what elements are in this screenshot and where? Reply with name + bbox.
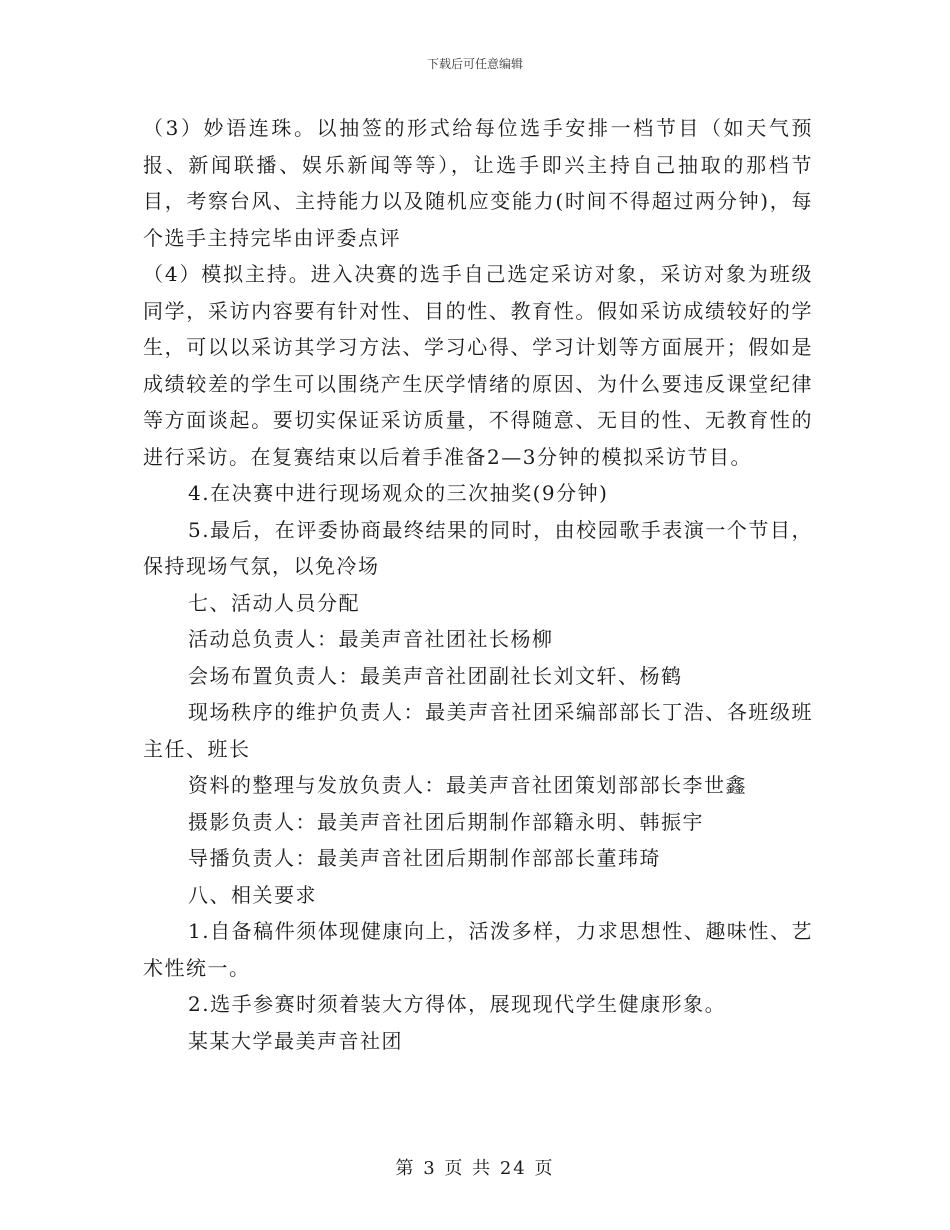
paragraph-choujiang: 4.在决赛中进行现场观众的三次抽奖(9分钟)	[188, 481, 609, 505]
page-number: 第 3 页 共 24 页	[395, 1158, 555, 1179]
staff-line: 现场秩序的维护负责人：最美声音社团采编部部长丁浩、各班级班主任、班长	[143, 700, 813, 761]
requirement-item: 1.自备稿件须体现健康向上，活泼多样，力求思想性、趣味性、艺术性统一。	[143, 919, 813, 980]
signature-organization: 某某大学最美声音社团	[188, 1028, 403, 1053]
paragraph-miaoyu: （3）妙语连珠。以抽签的形式给每位选手安排一档节目（如天气预报、新闻联播、娱乐新闻等等），让选手即兴主持自己抽取的那档节目，考察台风、主持能力以及随机应变能力(时间不得超过两分钟)，每个选手主持完毕由评委点评	[143, 116, 813, 250]
paragraph-moni: （4）模拟主持。进入决赛的选手自己选定采访对象，采访对象为班级同学，采访内容要有针对性、目的性、教育性。假如采访成绩较好的学生，可以以采访其学习方法、学习心得、学习计划等方面展开；假如是成绩较差的学生可以围绕产生厌学情绪的原因、为什么要违反课堂纪律等方面谈起。要切实保证采访质量，不得随意、无目的性、无教育性的进行采访。在复赛结束以后着手准备2—3分钟的模拟采访节目。	[143, 262, 813, 469]
requirement-item: 2.选手参赛时须着装大方得体，展现现代学生健康形象。	[188, 992, 727, 1016]
paragraph-zuihou: 5.最后，在评委协商最终结果的同时，由校园歌手表演一个节目，保持现场气氛，以免冷场	[143, 517, 813, 578]
document-body	[143, 110, 813, 1059]
staff-line: 活动总负责人：最美声音社团社长杨柳	[188, 627, 554, 651]
section-heading-seven: 七、活动人员分配	[188, 590, 360, 615]
staff-line: 摄影负责人：最美声音社团后期制作部籍永明、韩振宇	[188, 809, 704, 834]
section-heading-eight: 八、相关要求	[188, 882, 317, 907]
staff-line: 会场布置负责人：最美声音社团副社长刘文轩、杨鹤	[188, 663, 683, 688]
staff-line: 导播负责人：最美声音社团后期制作部部长董玮琦	[188, 846, 661, 870]
staff-line: 资料的整理与发放负责人：最美声音社团策划部部长李世鑫	[188, 773, 747, 797]
header-note: 下载后可任意编辑	[426, 57, 523, 71]
